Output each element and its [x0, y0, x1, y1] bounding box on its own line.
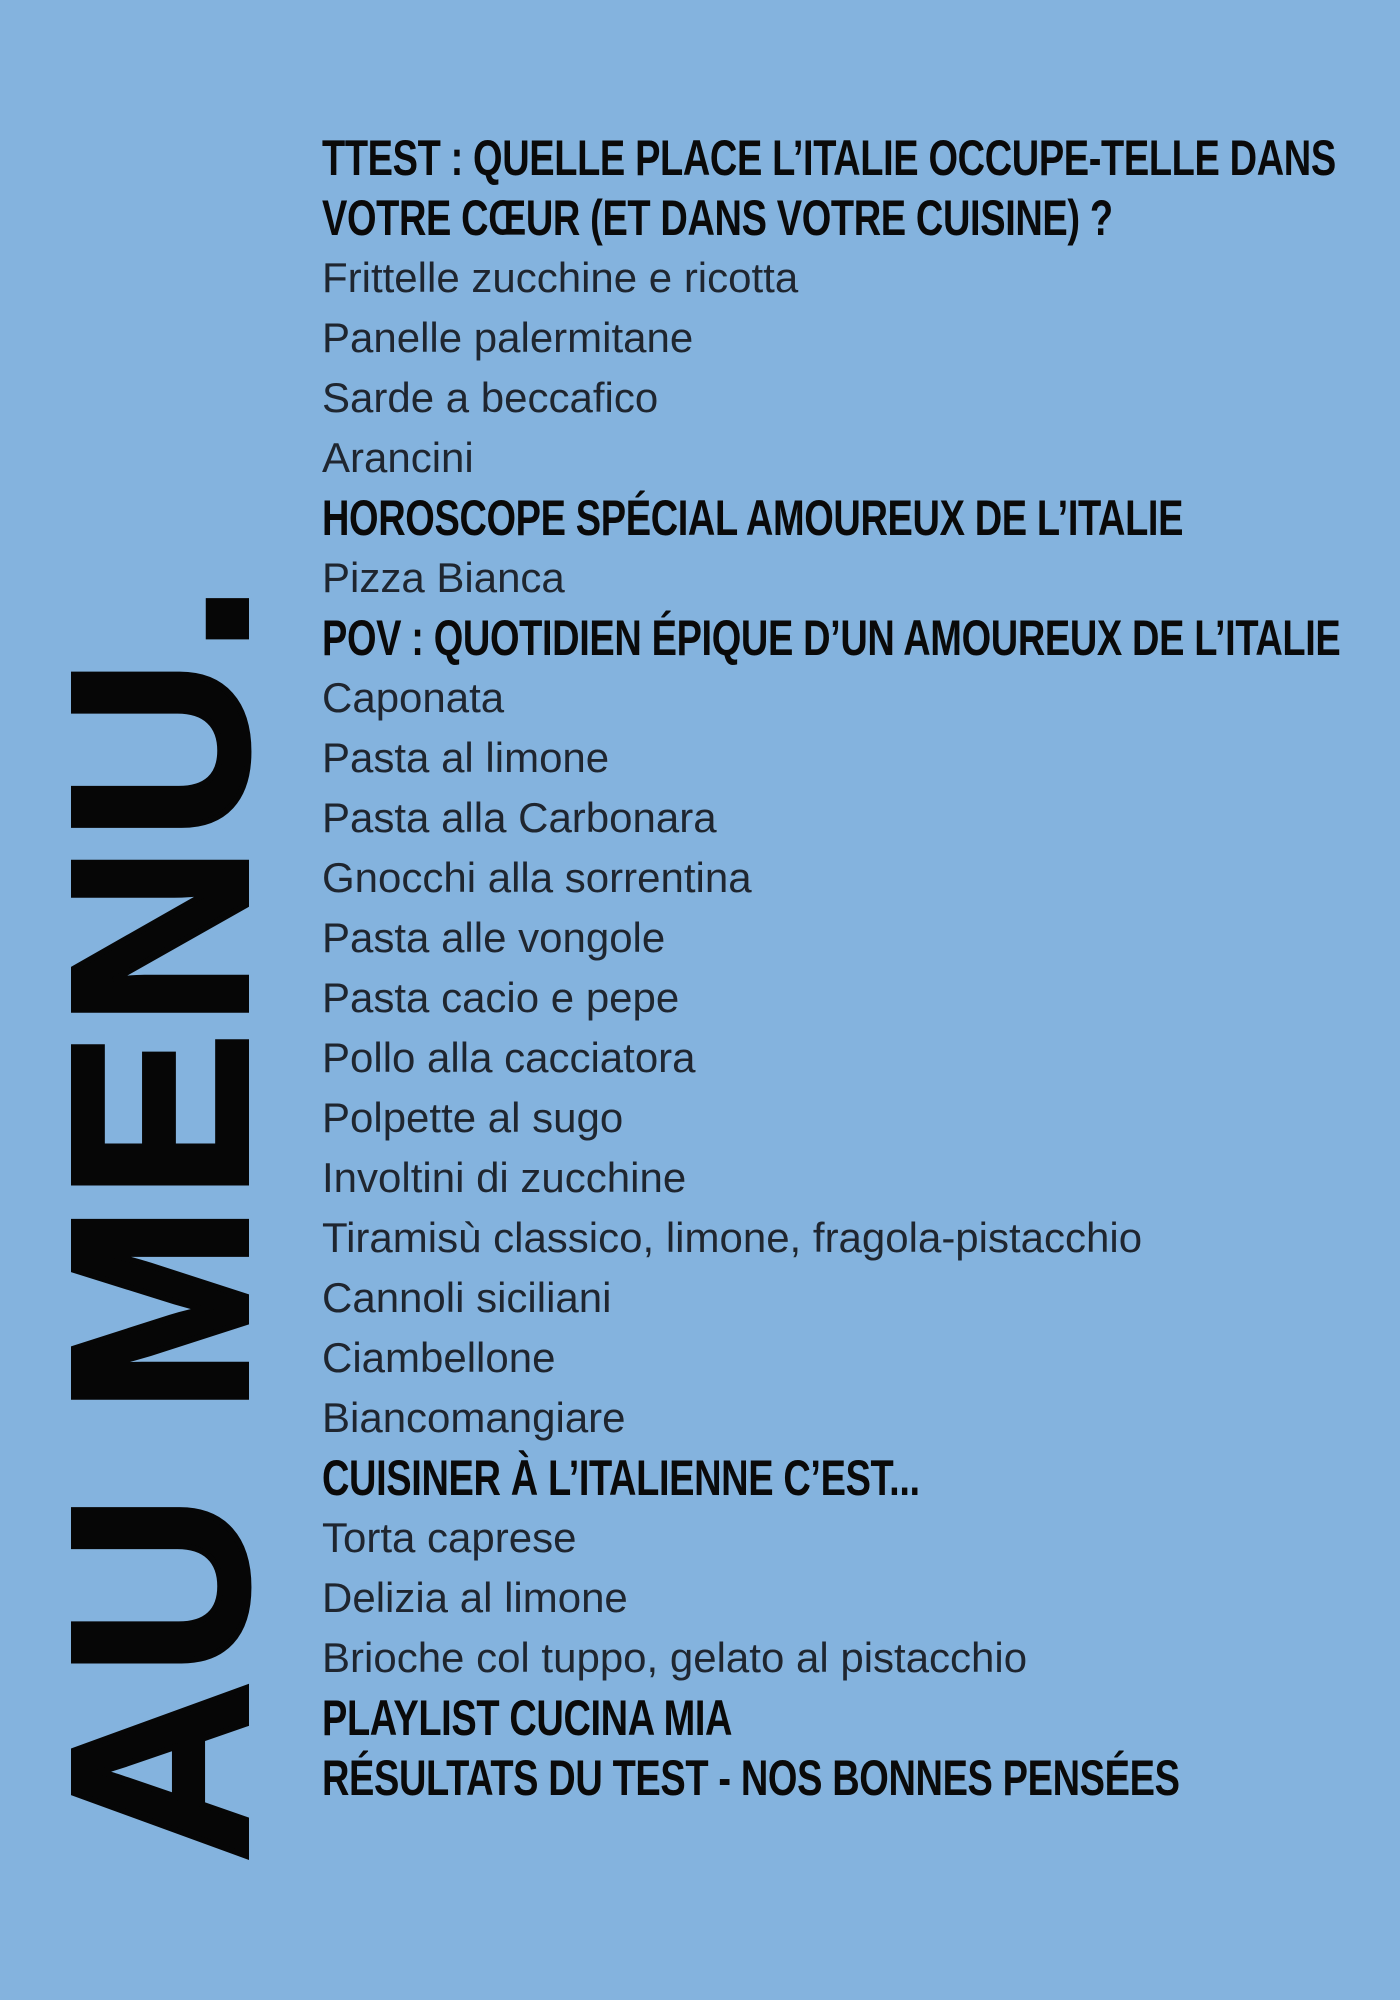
menu-section-header: POV : QUOTIDIEN ÉPIQUE D’UN AMOUREUX DE L’ITALIE: [322, 610, 1341, 666]
menu-item: Pasta cacio e pepe: [322, 974, 680, 1021]
menu-item: Delizia al limone: [322, 1574, 628, 1621]
menu-item: Pizza Bianca: [322, 554, 565, 601]
menu-item: Pasta al limone: [322, 734, 610, 781]
menu-item: Ciambellone: [322, 1334, 556, 1381]
menu-item: Panelle palermitane: [322, 314, 694, 361]
menu-item: Gnocchi alla sorrentina: [322, 854, 752, 901]
menu-item: Caponata: [322, 674, 505, 721]
menu-item: Pasta alla Carbonara: [322, 794, 717, 841]
menu-item: Arancini: [322, 434, 474, 481]
menu-item: Brioche col tuppo, gelato al pistacchio: [322, 1634, 1028, 1681]
menu-list: [322, 128, 1382, 1808]
menu-item: Frittelle zucchine e ricotta: [322, 254, 799, 301]
menu-item: Torta caprese: [322, 1514, 577, 1561]
menu-section-header: RÉSULTATS DU TEST - NOS BONNES PENSÉES: [322, 1750, 1180, 1806]
menu-item: Involtini di zucchine: [322, 1154, 687, 1201]
menu-item: Biancomangiare: [322, 1394, 626, 1441]
menu-section-header: HOROSCOPE SPÉCIAL AMOUREUX DE L’ITALIE: [322, 490, 1184, 546]
menu-item: Pollo alla cacciatora: [322, 1034, 696, 1081]
menu-item: Polpette al sugo: [322, 1094, 624, 1141]
menu-item: Cannoli siciliani: [322, 1274, 612, 1321]
vertical-page-title: AU MENU.: [20, 577, 299, 1862]
menu-section-header: TTEST : QUELLE PLACE L’ITALIE OCCUPE-TELLE DANS: [322, 130, 1336, 186]
menu-item: Tiramisù classico, limone, fragola-pistacchio: [322, 1214, 1143, 1261]
menu-item: Pasta alle vongole: [322, 914, 666, 961]
menu-section-header: CUISINER À L’ITALIENNE C’EST...: [322, 1450, 920, 1506]
menu-section-header: PLAYLIST CUCINA MIA: [322, 1690, 733, 1746]
menu-section-header: VOTRE CŒUR (ET DANS VOTRE CUISINE) ?: [322, 190, 1113, 246]
menu-item: Sarde a beccafico: [322, 374, 659, 421]
